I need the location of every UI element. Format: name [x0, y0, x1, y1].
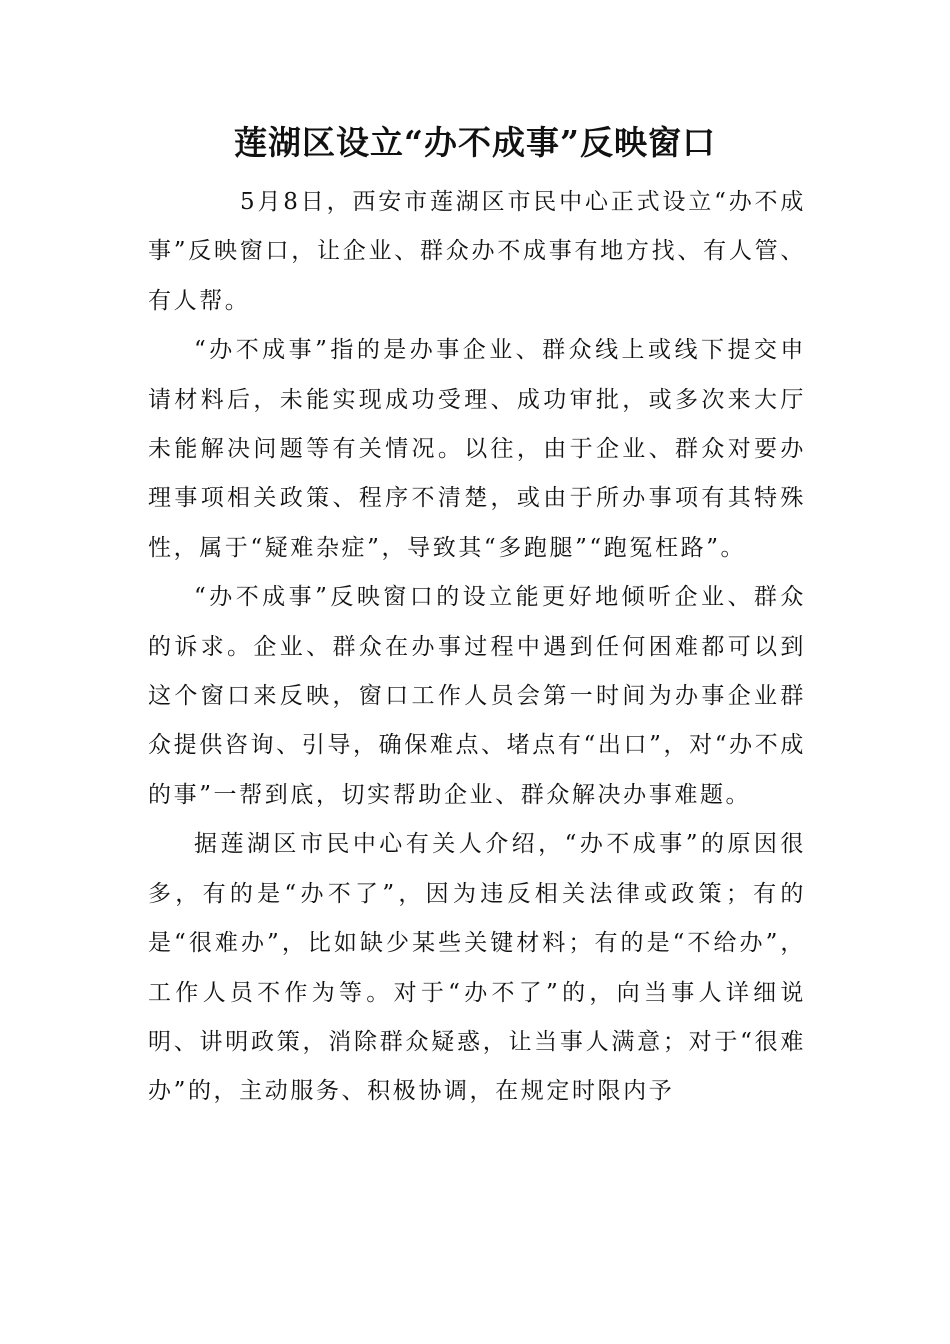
paragraph-2: “办不成事”指的是办事企业、群众线上或线下提交申请材料后，未能实现成功受理、成功审批，或多次来大厅未能解决问题等有关情况。以往，由于企业、群众对要办理事项相关政策、程序不清楚，或由于所办事项有其特殊性，属于“疑难杂症”，导致其“多跑腿”“跑冤枉路”。 [148, 337, 806, 561]
document-body [148, 178, 806, 1117]
paragraph-3: “办不成事”反映窗口的设立能更好地倾听企业、群众的诉求。企业、群众在办事过程中遇到任何困难都可以到这个窗口来反映，窗口工作人员会第一时间为办事企业群众提供咨询、引导，确保难点、堵点有“出口”，对“办不成的事”一帮到底，切实帮助企业、群众解决办事难题。 [148, 584, 806, 808]
paragraph-4: 据莲湖区市民中心有关人介绍，“办不成事”的原因很多，有的是“办不了”，因为违反相关法律或政策；有的是“很难办”，比如缺少某些关键材料；有的是“不给办”，工作人员不作为等。对于“办不了”的，向当事人详细说明、讲明政策，消除群众疑惑，让当事人满意；对于“很难办”的，主动服务、积极协调，在规定时限内予 [148, 831, 806, 1105]
document-title: 莲湖区设立“办不成事”反映窗口 [234, 123, 716, 162]
paragraph-1: 5月8日，西安市莲湖区市民中心正式设立“办不成事”反映窗口，让企业、群众办不成事有地方找、有人管、有人帮。 [148, 189, 806, 314]
